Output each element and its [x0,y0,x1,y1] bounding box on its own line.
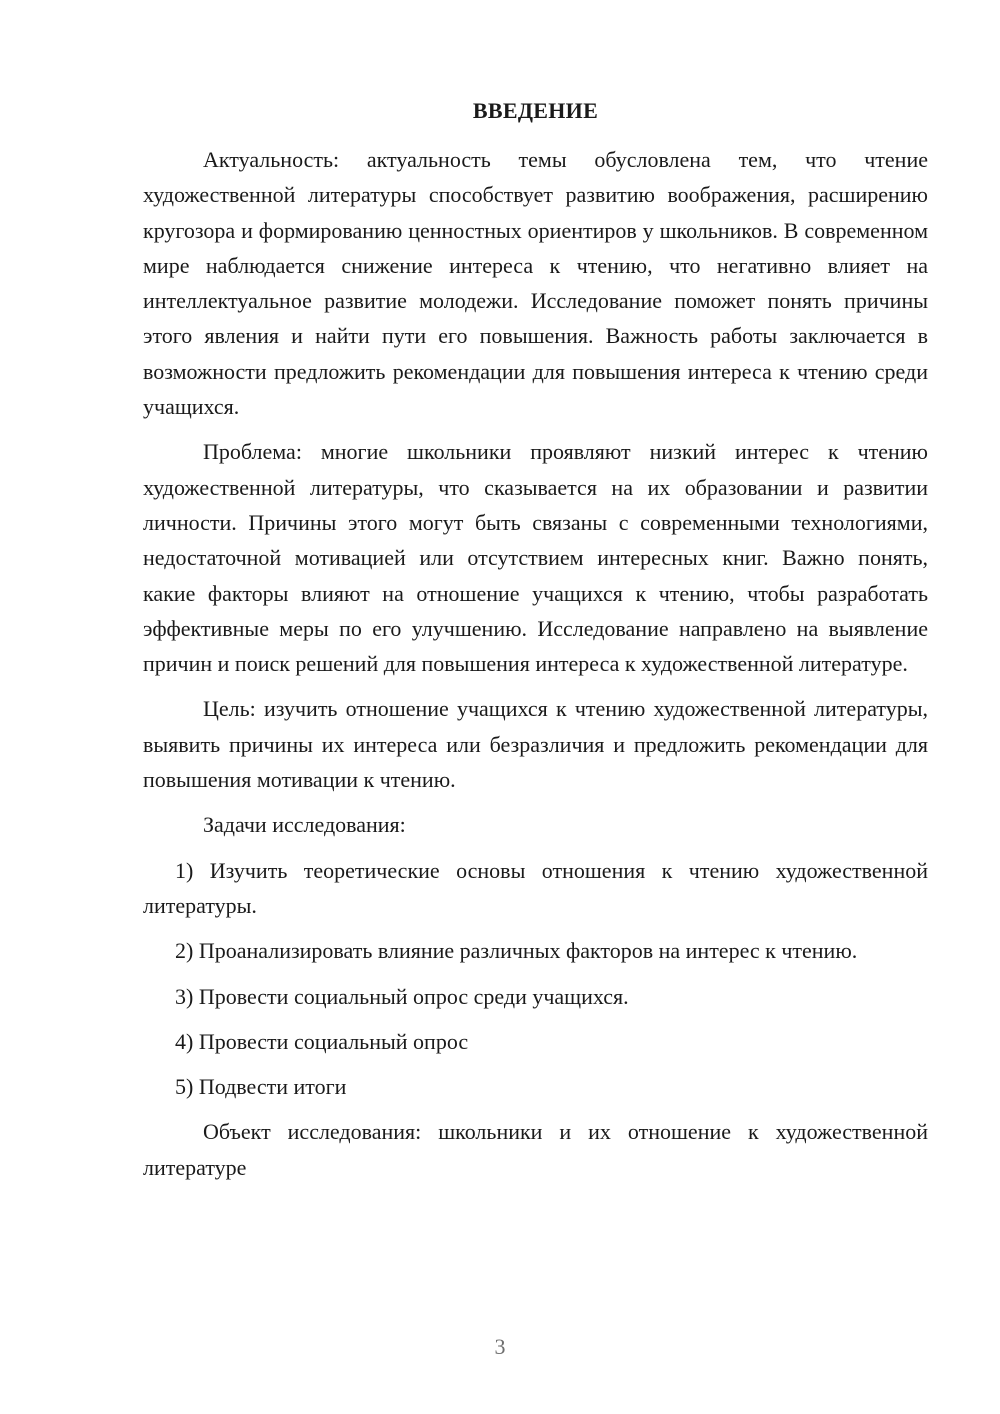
task-item-1: 1) Изучить теоретические основы отношения к чтению художественной литературы. [143,857,928,918]
document-page [143,96,928,1195]
problem-paragraph: Проблема: многие школьники проявляют низкий интерес к чтению художественной литературы, что сказывается на их образовании и развитии личности. Причины этого могут быть связаны с современными технологиями, недостаточной мотивацией или отсутствием интересных книг. Важно понять, какие факторы влияют на отношение учащихся к чтению, чтобы разработать эффективные меры по его улучшению. Исследование направлено на выявление причин и поиск решений для повышения интереса к художественной литературе. [143,439,928,677]
task-item-5: 5) Подвести итоги [175,1074,347,1100]
goal-paragraph: Цель: изучить отношение учащихся к чтению художественной литературы, выявить причины их интереса или безразличия и предложить рекомендации для повышения мотивации к чтению. [143,696,928,793]
task-item-4: 4) Провести социальный опрос [175,1028,469,1054]
section-heading: ВВЕДЕНИЕ [472,98,599,123]
task-item-3: 3) Провести социальный опрос среди учащихся. [175,983,629,1009]
object-paragraph: Объект исследования: школьники и их отношение к художественной литературе [143,1119,928,1180]
tasks-title: Задачи исследования: [203,812,406,838]
relevance-paragraph: Актуальность: актуальность темы обусловлена тем, что чтение художественной литературы способствует развитию воображения, расширению кругозора и формированию ценностных ориентиров у школьников. В современном мире наблюдается снижение интереса к чтению, что негативно влияет на интеллектуальное развитие молодежи. Исследование поможет понять причины этого явления и найти пути его повышения. Важность работы заключается в возможности предложить рекомендации для повышения интереса к чтению среди учащихся. [143,147,928,420]
task-item-2: 2) Проанализировать влияние различных факторов на интерес к чтению. [175,938,858,964]
page-number: 3 [494,1334,506,1359]
